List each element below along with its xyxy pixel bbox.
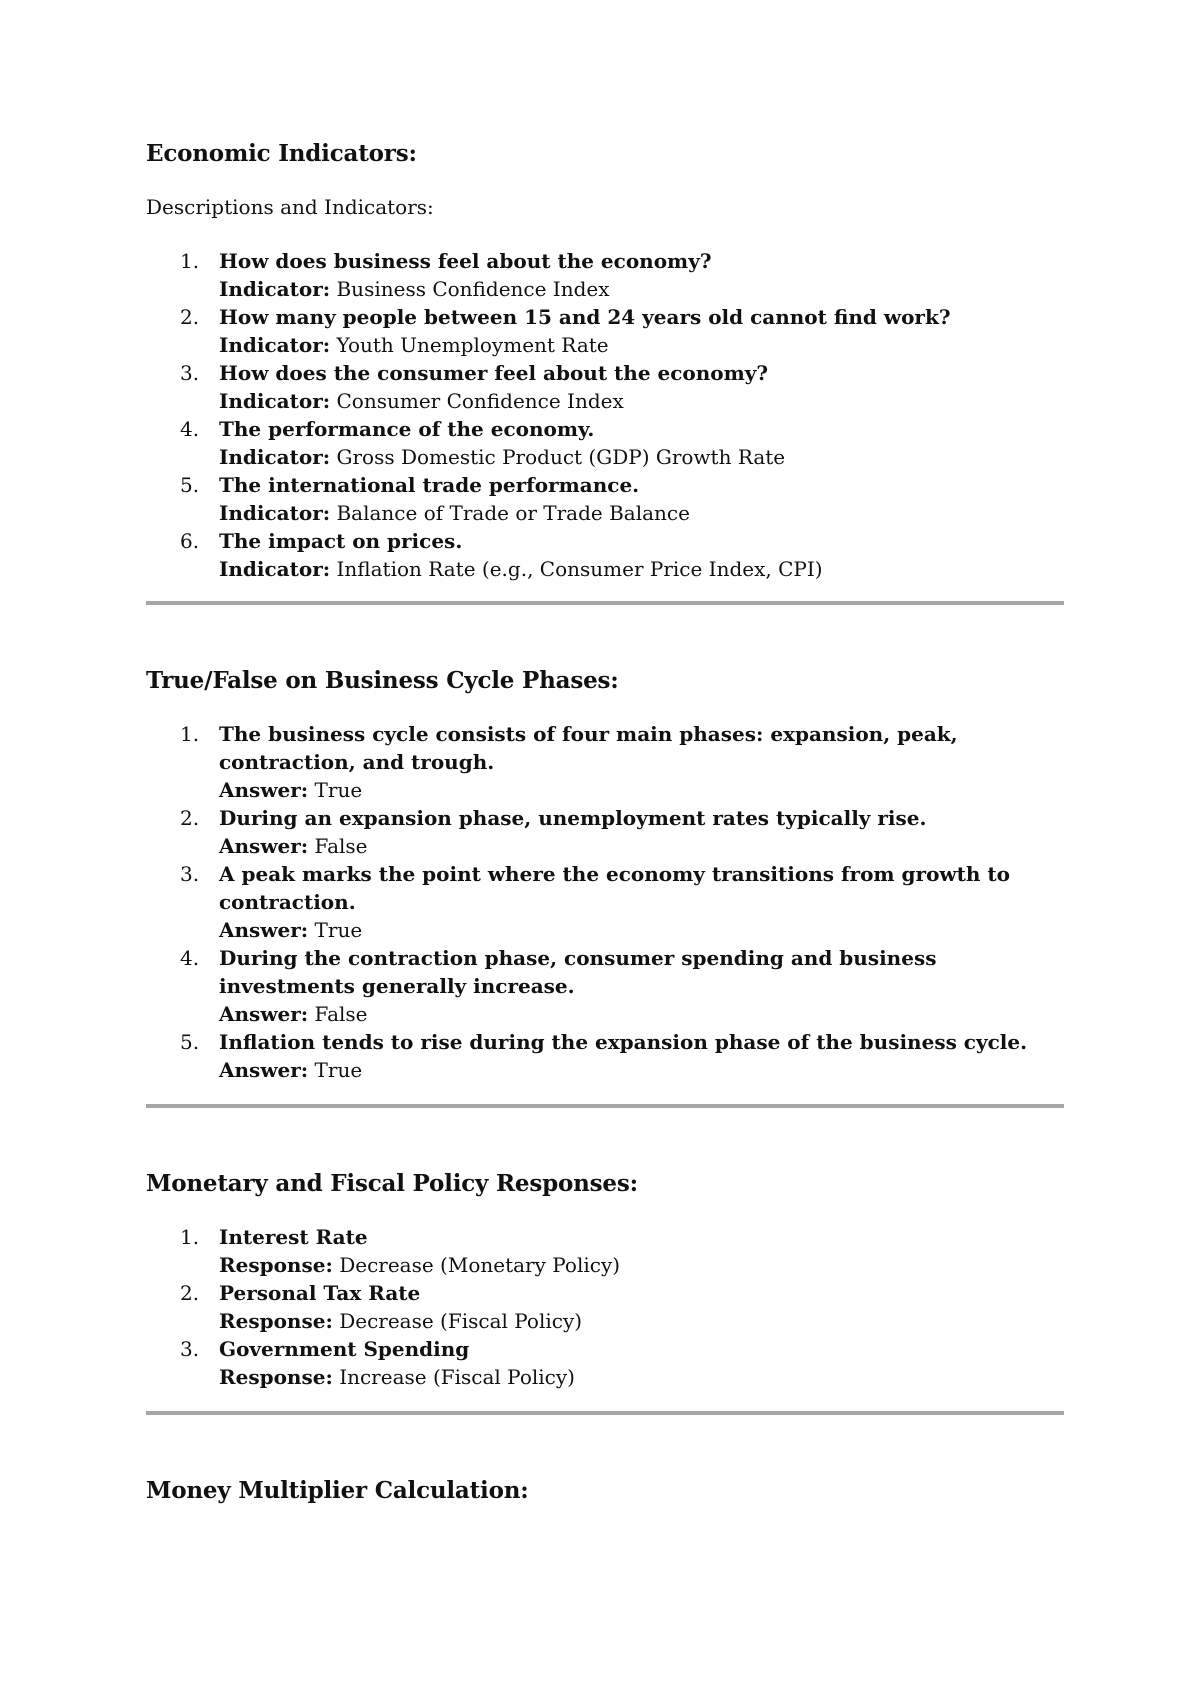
answer-value: Decrease (Monetary Policy) (339, 1253, 621, 1277)
list-item (146, 804, 1066, 860)
answer-label: Answer: (219, 1002, 309, 1026)
item-answer (219, 499, 1066, 527)
answer-value: Increase (Fiscal Policy) (339, 1365, 575, 1389)
document-content (146, 140, 1066, 1504)
answer-label: Indicator: (219, 445, 331, 469)
item-number: 1. (180, 1225, 200, 1249)
answer-label: Indicator: (219, 277, 331, 301)
item-question: Personal Tax Rate (219, 1281, 421, 1305)
item-question: A peak marks the point where the economy transitions from growth to contraction. (219, 862, 1010, 914)
list-item (146, 1335, 1066, 1391)
section-title-true-false: True/False on Business Cycle Phases: (146, 667, 619, 694)
answer-value: True (314, 778, 363, 802)
list-item (146, 303, 1066, 359)
section-divider (146, 1104, 1064, 1108)
indicators-list (146, 247, 1066, 583)
item-question: During an expansion phase, unemployment rates typically rise. (219, 806, 927, 830)
section-title-money-multiplier: Money Multiplier Calculation: (146, 1477, 529, 1504)
item-question: How does business feel about the economy? (219, 249, 712, 273)
answer-value: True (314, 1058, 363, 1082)
item-answer (219, 1363, 1066, 1391)
item-number: 3. (180, 1337, 200, 1361)
item-number: 6. (180, 529, 200, 553)
list-item (146, 527, 1066, 583)
item-answer (219, 555, 1066, 583)
list-item (146, 1279, 1066, 1335)
item-question: The international trade performance. (219, 473, 640, 497)
item-answer (219, 275, 1066, 303)
answer-label: Indicator: (219, 333, 331, 357)
section-divider (146, 1411, 1064, 1415)
item-question: Interest Rate (219, 1225, 368, 1249)
list-item (146, 720, 1066, 804)
list-item (146, 359, 1066, 415)
list-item (146, 944, 1066, 1028)
item-question: The performance of the economy. (219, 417, 595, 441)
answer-value: Consumer Confidence Index (336, 389, 624, 413)
item-number: 3. (180, 862, 200, 886)
item-number: 1. (180, 249, 200, 273)
list-item (146, 1028, 1066, 1084)
answer-value: Youth Unemployment Rate (336, 333, 609, 357)
answer-value: Inflation Rate (e.g., Consumer Price Index, CPI) (336, 557, 823, 581)
answer-value: Decrease (Fiscal Policy) (339, 1309, 583, 1333)
answer-label: Indicator: (219, 557, 331, 581)
item-answer (219, 1000, 1066, 1028)
answer-label: Indicator: (219, 389, 331, 413)
item-question: How does the consumer feel about the economy? (219, 361, 769, 385)
item-number: 2. (180, 806, 200, 830)
answer-value: True (314, 918, 363, 942)
item-answer (219, 916, 1066, 944)
list-item (146, 1223, 1066, 1279)
list-item (146, 860, 1066, 944)
answer-label: Answer: (219, 778, 309, 802)
item-answer (219, 331, 1066, 359)
answer-value: Gross Domestic Product (GDP) Growth Rate (336, 445, 786, 469)
item-number: 2. (180, 1281, 200, 1305)
item-number: 2. (180, 305, 200, 329)
section-subtitle: Descriptions and Indicators: (146, 195, 434, 219)
item-answer (219, 1251, 1066, 1279)
answer-label: Response: (219, 1365, 333, 1389)
item-question: Government Spending (219, 1337, 470, 1361)
answer-label: Answer: (219, 1058, 309, 1082)
item-answer (219, 832, 1066, 860)
item-question: Inflation tends to rise during the expansion phase of the business cycle. (219, 1030, 1028, 1054)
item-number: 5. (180, 473, 200, 497)
answer-value: Balance of Trade or Trade Balance (336, 501, 690, 525)
item-question: The business cycle consists of four main phases: expansion, peak, contraction, and trough. (219, 722, 958, 774)
item-answer (219, 387, 1066, 415)
answer-value: Business Confidence Index (336, 277, 610, 301)
answer-label: Response: (219, 1309, 333, 1333)
item-number: 5. (180, 1030, 200, 1054)
answer-value: False (314, 834, 368, 858)
item-question: During the contraction phase, consumer spending and business investments generally increase. (219, 946, 937, 998)
answer-value: False (314, 1002, 368, 1026)
item-answer (219, 1056, 1066, 1084)
answer-label: Response: (219, 1253, 333, 1277)
answer-label: Answer: (219, 918, 309, 942)
item-answer (219, 776, 1066, 804)
item-number: 3. (180, 361, 200, 385)
item-answer (219, 1307, 1066, 1335)
list-item (146, 247, 1066, 303)
item-number: 4. (180, 946, 200, 970)
item-number: 1. (180, 722, 200, 746)
section-divider (146, 601, 1064, 605)
list-item (146, 471, 1066, 527)
answer-label: Answer: (219, 834, 309, 858)
item-question: How many people between 15 and 24 years old cannot find work? (219, 305, 951, 329)
section-title-policy-responses: Monetary and Fiscal Policy Responses: (146, 1170, 638, 1197)
item-answer (219, 443, 1066, 471)
section-title-economic-indicators: Economic Indicators: (146, 140, 417, 167)
item-number: 4. (180, 417, 200, 441)
true-false-list (146, 720, 1066, 1084)
list-item (146, 415, 1066, 471)
answer-label: Indicator: (219, 501, 331, 525)
policy-responses-list (146, 1223, 1066, 1391)
item-question: The impact on prices. (219, 529, 463, 553)
